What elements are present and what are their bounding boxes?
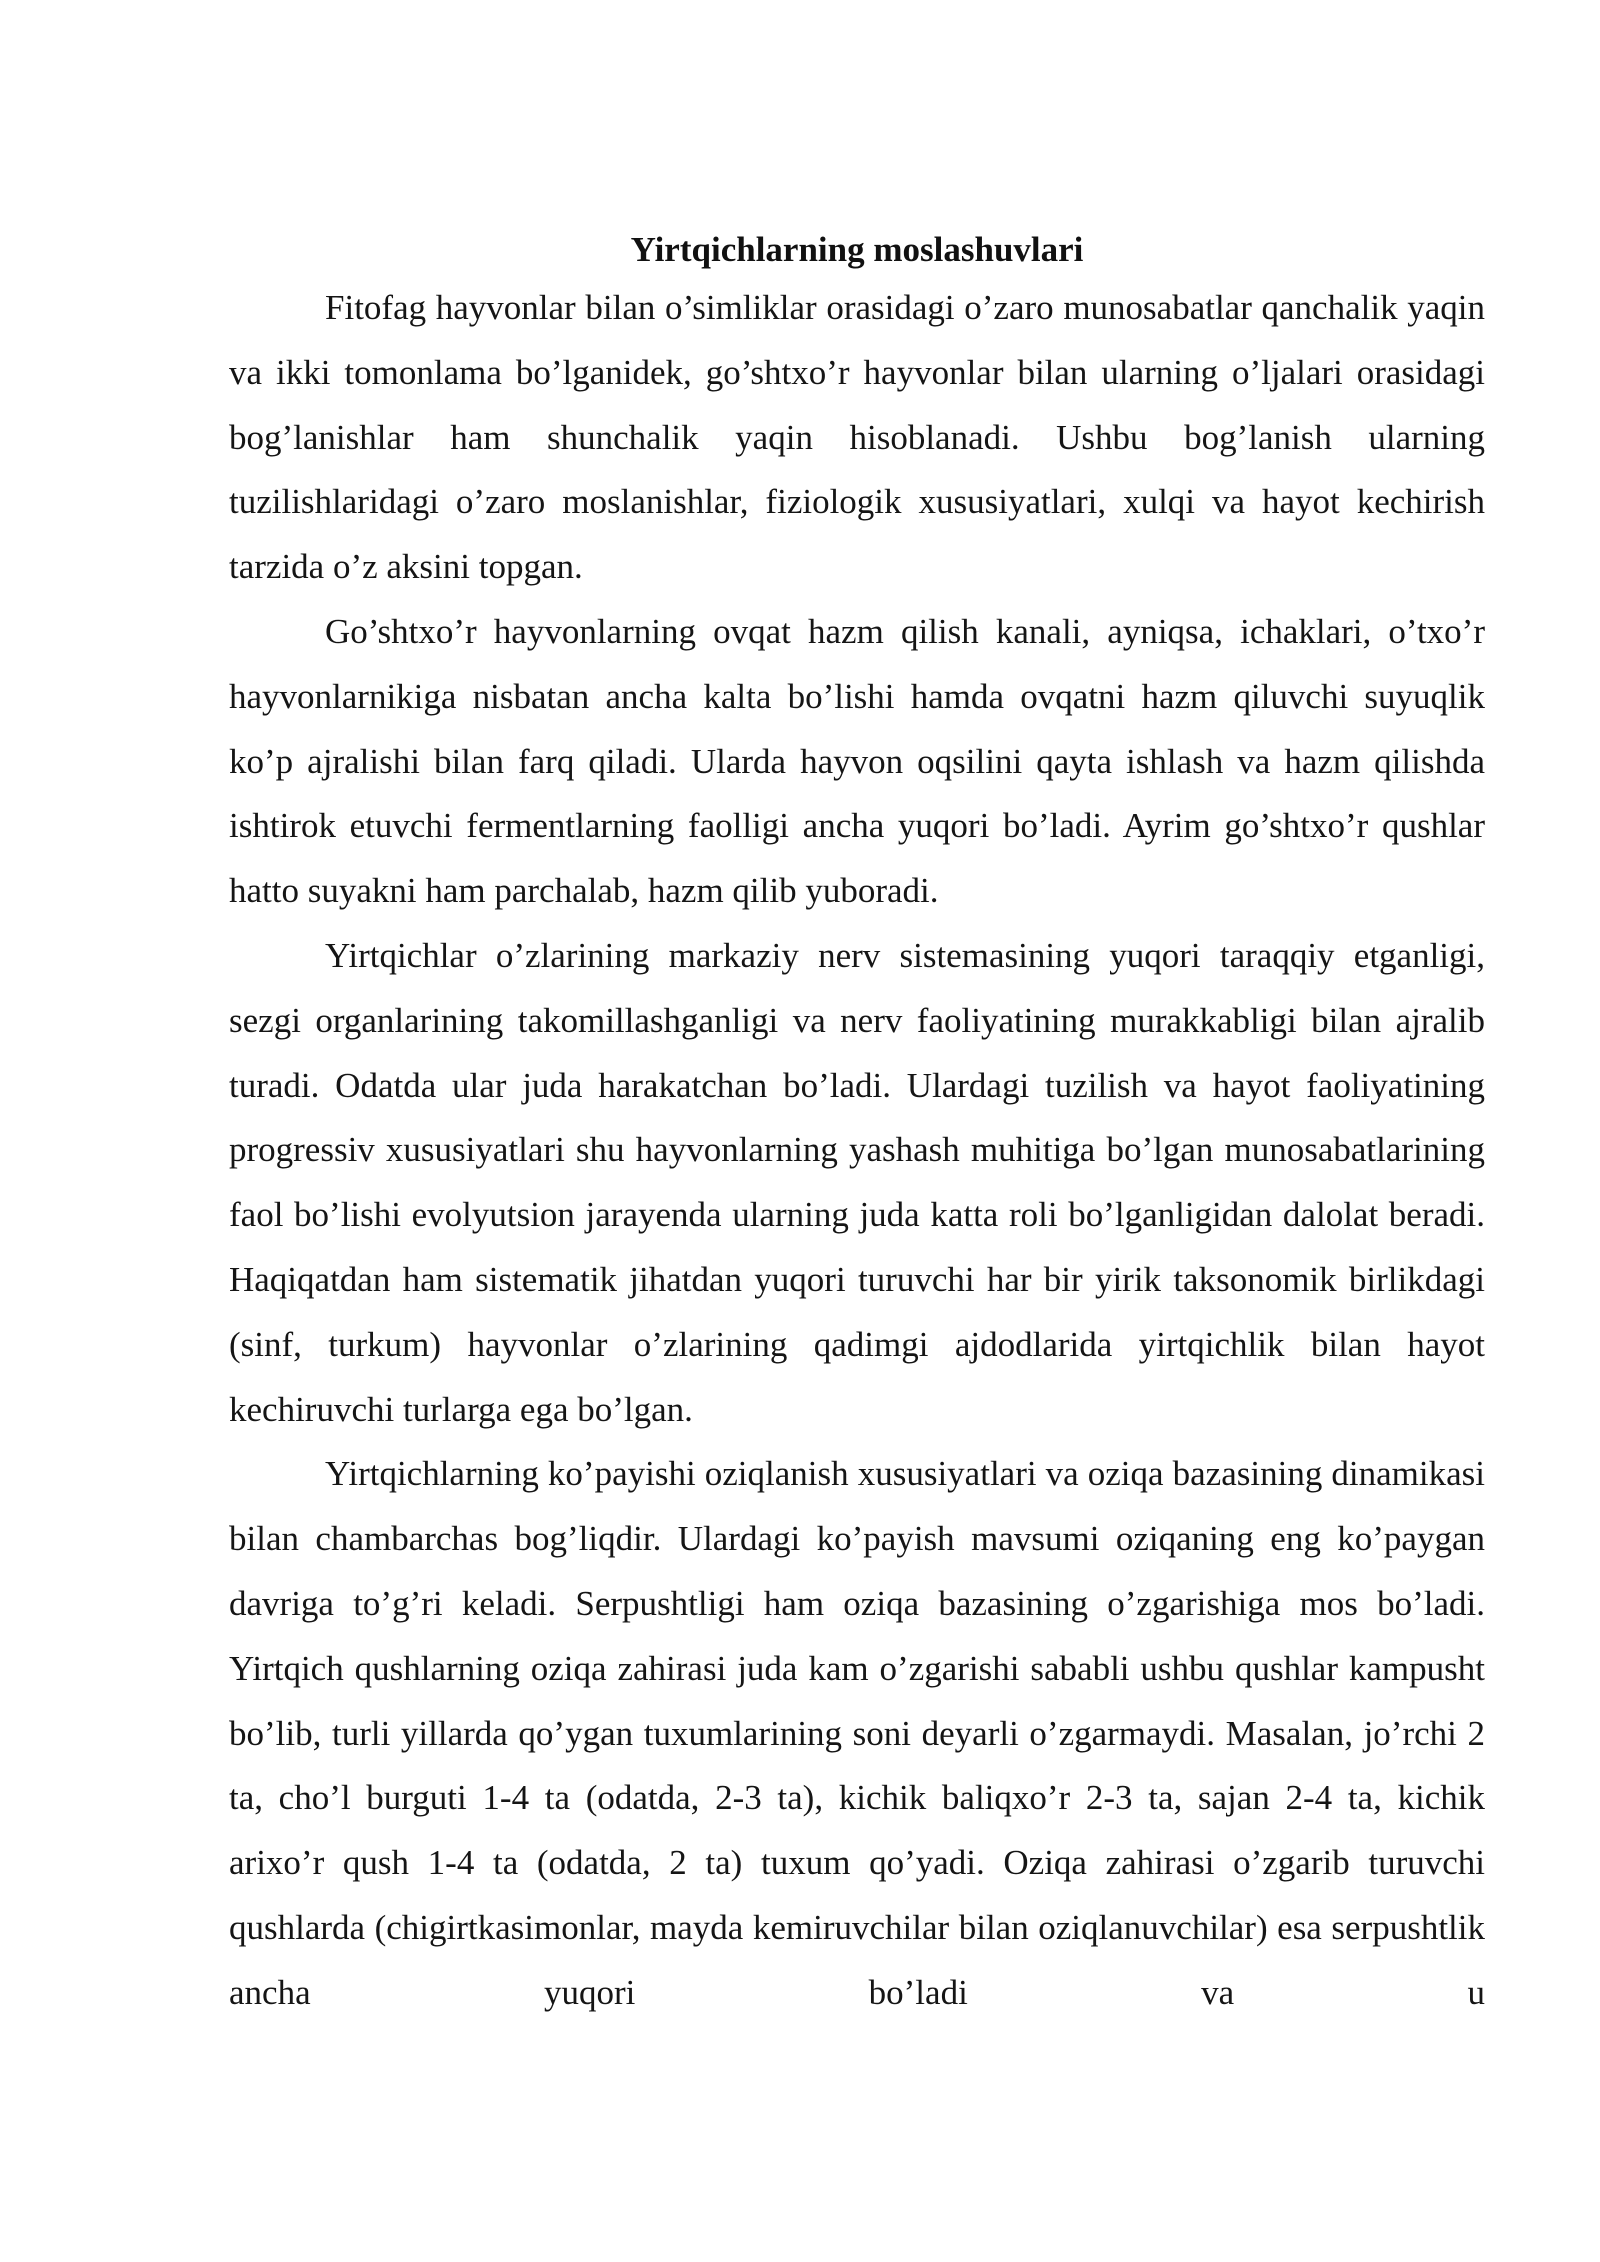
paragraph: Yirtqichlarning ko’payishi oziqlanish xususiyatlari va oziqa bazasining dinamikasi bilan chambarchas bog’liqdir. Ulardagi ko’payish mavsumi oziqaning eng ko’paygan davriga to’g’ri keladi. Serpushtligi ham oziqa bazasining o’zgarishiga mos bo’ladi. Yirtqich qushlarning oziqa zahirasi juda kam o’zgarishi sababli ushbu qushlar kampusht bo’lib, turli yillarda qo’ygan tuxumlarining soni deyarli o’zgarmaydi. Masalan, jo’rchi 2 ta, cho’l burguti 1-4 ta (odatda, 2-3 ta), kichik baliqxo’r 2-3 ta, sajan 2-4 ta, kichik arixo’r qush 1-4 ta (odatda, 2 ta) tuxum qo’yadi. Oziqa zahirasi o’zgarib turuvchi qushlarda (chigirtkasimonlar, mayda kemiruvchilar bilan oziqlanuvchilar) esa serpushtlik ancha yuqori bo’ladi va u (229, 1454, 1485, 2012)
paragraph: Yirtqichlar o’zlarining markaziy nerv sistemasining yuqori taraqqiy etganligi, sezgi organlarining takomillashganligi va nerv faoliyatining murakkabligi bilan ajralib turadi. Odatda ular juda harakatchan bo’ladi. Ulardagi tuzilish va hayot faoliyatining progressiv xususiyatlari shu hayvonlarning yashash muhitiga bo’lgan munosabatlarining faol bo’lishi evolyutsion jarayenda ularning juda katta roli bo’lganligidan dalolat beradi. Haqiqatdan ham sistematik jihatdan yuqori turuvchi har bir yirik taksonomik birlikdagi (sinf, turkum) hayvonlar o’zlarining qadimgi ajdodlarida yirtqichlik bilan hayot kechiruvchi turlarga ega bo’lgan. (229, 935, 1485, 1429)
document-title: Yirtqichlarning moslashuvlari (630, 230, 1084, 269)
paragraph: Fitofag hayvonlar bilan o’simliklar orasidagi o’zaro munosabatlar qanchalik yaqin va ikki tomonlama bo’lganidek, go’shtxo’r hayvonlar bilan ularning o’ljalari orasidagi bog’lanishlar ham shunchalik yaqin hisoblanadi. Ushbu bog’lanish ularning tuzilishlaridagi o’zaro moslanishlar, fiziologik xususiyatlari, xulqi va hayot kechirish tarzida o’z aksini topgan. (229, 288, 1485, 587)
document-body (229, 224, 1485, 2026)
paragraph: Go’shtxo’r hayvonlarning ovqat hazm qilish kanali, ayniqsa, ichaklari, o’txo’r hayvonlarnikiga nisbatan ancha kalta bo’lishi hamda ovqatni hazm qiluvchi suyuqlik ko’p ajralishi bilan farq qiladi. Ularda hayvon oqsilini qayta ishlash va hazm qilishda ishtirok etuvchi fermentlarning faolligi ancha yuqori bo’ladi. Ayrim go’shtxo’r qushlar hatto suyakni ham parchalab, hazm qilib yuboradi. (229, 611, 1485, 911)
